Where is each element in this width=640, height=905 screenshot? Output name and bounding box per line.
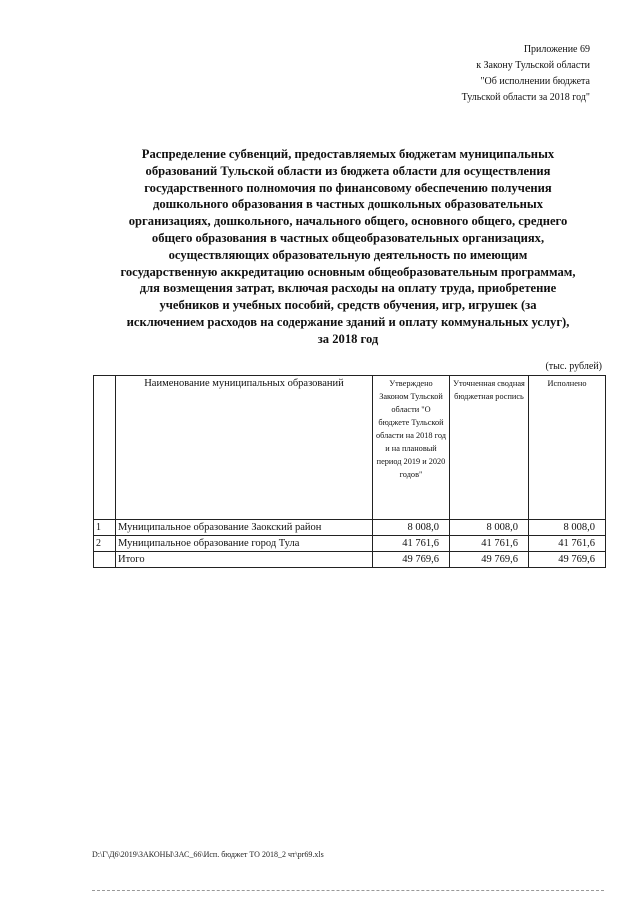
title-line: дошкольного образования в частных дошкольных образовательных [152, 197, 544, 212]
row-executed: 49 769,6 [529, 552, 606, 568]
header-name: Наименование муниципальных образований [116, 376, 373, 520]
title-line: организациях, дошкольного, начального общего, основного общего, среднего [128, 214, 568, 229]
row-approved: 41 761,6 [373, 536, 450, 552]
row-approved: 49 769,6 [373, 552, 450, 568]
appendix-line: к Закону Тульской области [476, 60, 590, 71]
title-line: для возмещения затрат, включая расходы на оплату труда, приобретение [139, 281, 557, 296]
row-index: 2 [94, 536, 116, 552]
header-approved: Утверждено Законом Тульской области "О бюджете Тульской области на 2018 год и на плановый период 2019 и 2020 годов" [373, 376, 450, 520]
title-line: осуществляющих образовательную деятельность по имеющим [168, 247, 528, 262]
row-revised: 8 008,0 [450, 520, 529, 536]
table-row [94, 520, 606, 536]
row-revised: 49 769,6 [450, 552, 529, 568]
row-approved: 8 008,0 [373, 520, 450, 536]
row-name: Муниципальное образование город Тула [116, 536, 373, 552]
header-executed: Исполнено [529, 376, 606, 520]
title-line: Распределение субвенций, предоставляемых бюджетам муниципальных [141, 147, 555, 161]
row-revised: 41 761,6 [450, 536, 529, 552]
appendix-block [400, 42, 590, 106]
appendix-line: Приложение 69 [523, 44, 590, 55]
row-name: Муниципальное образование Заокский район [116, 520, 373, 536]
row-index: 1 [94, 520, 116, 536]
title-line: государственную аккредитацию основным общеобразовательным программам, [120, 264, 576, 279]
row-index [94, 552, 116, 568]
header-index [94, 376, 116, 520]
title-line: учебников и учебных пособий, средств обучения, игр, игрушек (за [159, 298, 537, 313]
header-revised: Уточненная сводная бюджетная роспись [450, 376, 529, 520]
title-line: за 2018 год [317, 331, 379, 346]
appendix-line: "Об исполнении бюджета [480, 76, 590, 87]
document-title [90, 146, 606, 348]
row-executed: 41 761,6 [529, 536, 606, 552]
title-line: государственного полномочия по финансовому обеспечению получения [144, 180, 552, 195]
appendix-line: Тульской области за 2018 год" [461, 92, 590, 103]
subventions-table [93, 375, 606, 568]
table-total-row [94, 552, 606, 568]
table-row [94, 536, 606, 552]
title-line: исключением расходов на содержание зданий и оплату коммунальных услуг), [126, 314, 570, 329]
units-label: (тыс. рублей) [545, 361, 602, 372]
title-line: образований Тульской области из бюджета области для осуществления [145, 163, 551, 178]
row-name: Итого [116, 552, 373, 568]
bottom-divider [92, 890, 604, 891]
row-executed: 8 008,0 [529, 520, 606, 536]
title-line: общего образования в частных общеобразовательных организациях, [151, 230, 545, 245]
table-header-row [94, 376, 606, 520]
file-path-footer: D:\Г\Д6\2019\ЗАКОНЫ\ЗАС_66\Исп. бюджет ТО 2018_2 чт\pr69.xls [92, 850, 324, 859]
